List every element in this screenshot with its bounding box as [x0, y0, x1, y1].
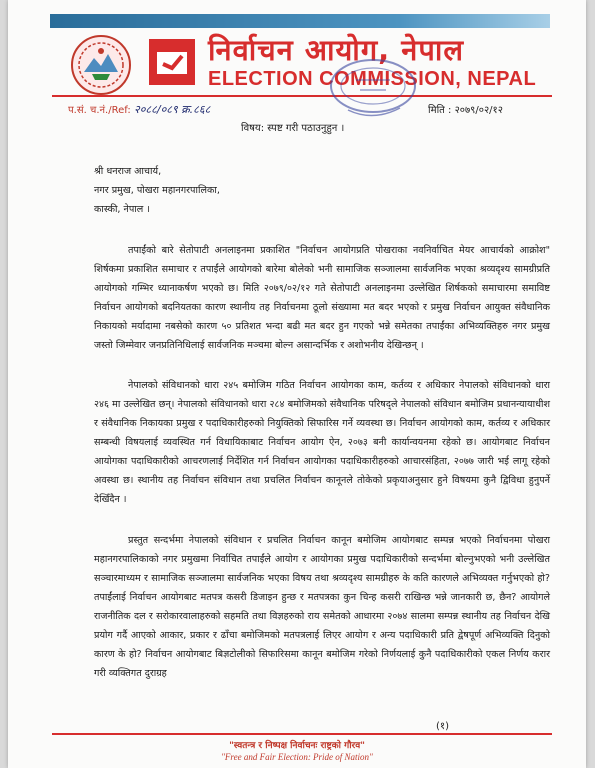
letter-date: मिति : २०७९/०२/१२: [428, 105, 503, 116]
recipient-location: कास्की, नेपाल ।: [94, 204, 150, 215]
election-commission-logo-icon: [148, 38, 196, 86]
header-stripe: [50, 14, 550, 28]
recipient-address: [94, 162, 220, 219]
footer-divider: [52, 733, 552, 735]
nepal-emblem-icon: [70, 34, 132, 96]
letter-subject: विषय: स्पष्ट गरी पठाउनुहुन ।: [241, 123, 345, 134]
header-divider: [52, 95, 552, 97]
body-paragraph-2: नेपालको संविधानको धारा २४५ बमोजिम गठित निर्वाचन आयोगका काम, कर्तव्य र अधिकार नेपालको संविधानको धारा २४६ मा उल्लेखित छन्। नेपालको संविधानको धारा २८४ बमोजिमको संवैधानिक परिषद्ले नेपालको संविधान बमोजिम प्रधानन्यायाधीश र संवैधानिक निकायका प्रमुख र पदाधिकारीहरुको नियुक्तिको सिफारिस गर्ने व्यवस्था छ। निर्वाचन आयोगको काम, कर्तव्य र अधिकार सम्बन्धी विषयलाई व्यवस्थित गर्न विधायिकाबाट निर्वाचन आयोग ऐन, २०७३ बनी कार्यान्वयनमा रहेको छ। आयोगबाट निर्वाचन आयोगका पदाधिकारीको आचरणलाई निर्देशित गर्न निर्वाचन आयोगका पदाधिकारीहरुको आचारसंहिता, २०७७ जारी भई लागू रहेको अवस्था छ। स्थानीय तह निर्वाचन संविधान तथा प्रचलित निर्वाचन कानूनले तोकेको प्रकृयाअनुसार हुने विषयमा कुनै द्विविधा हुनुपर्ने देखिँदैन ।: [94, 380, 550, 505]
body-paragraph-1: तपाईंको बारे सेतोपाटी अनलाइनमा प्रकाशित "निर्वाचन आयोगप्रति पोखराका नवनिर्वाचित मेयर आचार्यको आक्रोश" शिर्षकमा प्रकाशित समाचार र तपाईंले आयोगको बारेमा बोलेको भनी सामाजिक सञ्जालमा सार्वजनिक भएका श्रव्यदृश्य सामग्रीप्रति आयोगको गम्भिर ध्यानाकर्षण भएको छ। मिति २०७९/०२/१२ गते सेतोपाटी अनलाइनमा उल्लेखित शिर्षकको समाचारमा समाविष्ट निर्वाचन आयोगको बदनियतका कारण स्थानीय तह निर्वाचनमा ठूलो संख्यामा मत बदर भएको र प्रमुख निर्वाचन आयुक्त संवैधानिक निकायको मर्यादामा नबसेको कारण ५० प्रतिशत भन्दा बढी मत बदर हुन गएको भन्ने समेतका तपाईंका अभिव्यक्तिहरु नगर प्रमुख जस्तो जिम्मेवार जनप्रतिनिधिलाई सार्वजनिक मञ्चमा बोल्न असान्दर्भिक र अशोभनीय देखिन्छन् ।: [94, 245, 550, 351]
body-paragraph-3: प्रस्तुत सन्दर्भमा नेपालको संविधान र प्रचलित निर्वाचन कानून बमोजिम आयोगबाट सम्पन्न भएको निर्वाचनमा पोखरा महानगरपालिकाको नगर प्रमुखमा निर्वाचित तपाईंले आयोग र आयोगका प्रमुख पदाधिकारीको सन्दर्भमा बोल्नुभएको भनी उल्लेखित सञ्चारमाध्यम र सामाजिक सञ्जालमा सार्वजनिक भएका विषय तथा श्रव्यदृश्य सामग्रीहरु के कति कारणले अभिव्यक्त गर्नुभएको हो? तपाईंलाई निर्वाचन आयोगबाट मतपत्र कसरी डिजाइन हुन्छ र मतपत्रका कुन चिन्ह कसरी राखिन्छ भन्ने जानकारी छ, छैन? आयोगले राजनीतिक दल र सरोकारवालाहरुको सहमति तथा विज्ञहरुको राय समेतको आधारमा २०७४ सालमा सम्पन्न स्थानीय तह निर्वाचन देखि प्रयोग गर्दै आएको आकार, प्रकार र ढाँचा बमोजिमको मतपत्रलाई लिएर आयोग र अन्य पदाधिकारी प्रति द्वेषपूर्ण अभिव्यक्ति दिनुको कारण के हो? निर्वाचन आयोगबाट बिज्ञटोलीको सिफारिसमा कानून बमोजिम गरेको निर्णयलाई कुनै पदाधिकारीको एकल निर्णय करार गरी व्यक्तिगत दुराग्रह: [94, 535, 550, 679]
page-number: (१): [436, 721, 450, 732]
header-title-en: ELECTION COMMISSION, NEPAL: [208, 68, 537, 90]
reference-label: प.सं. च.नं./Ref:: [68, 105, 131, 116]
footer-slogan-np: "स्वतन्त्र र निष्पक्ष निर्वाचनः राष्ट्रको गौरव": [229, 741, 365, 751]
header-title-np: निर्वाचन आयोग, नेपाल: [208, 33, 464, 67]
recipient-position: नगर प्रमुख, पोखरा महानगरपालिका,: [94, 185, 220, 196]
reference-value: २०८८/०८९ क्र.८६८: [133, 103, 211, 116]
reference-number: [68, 102, 210, 117]
official-stamp-icon: [308, 50, 438, 130]
recipient-name: श्री धनराज आचार्य,: [94, 166, 162, 177]
footer-slogan-en: "Free and Fair Election: Pride of Nation": [221, 752, 373, 762]
letter-page: [8, 0, 586, 768]
